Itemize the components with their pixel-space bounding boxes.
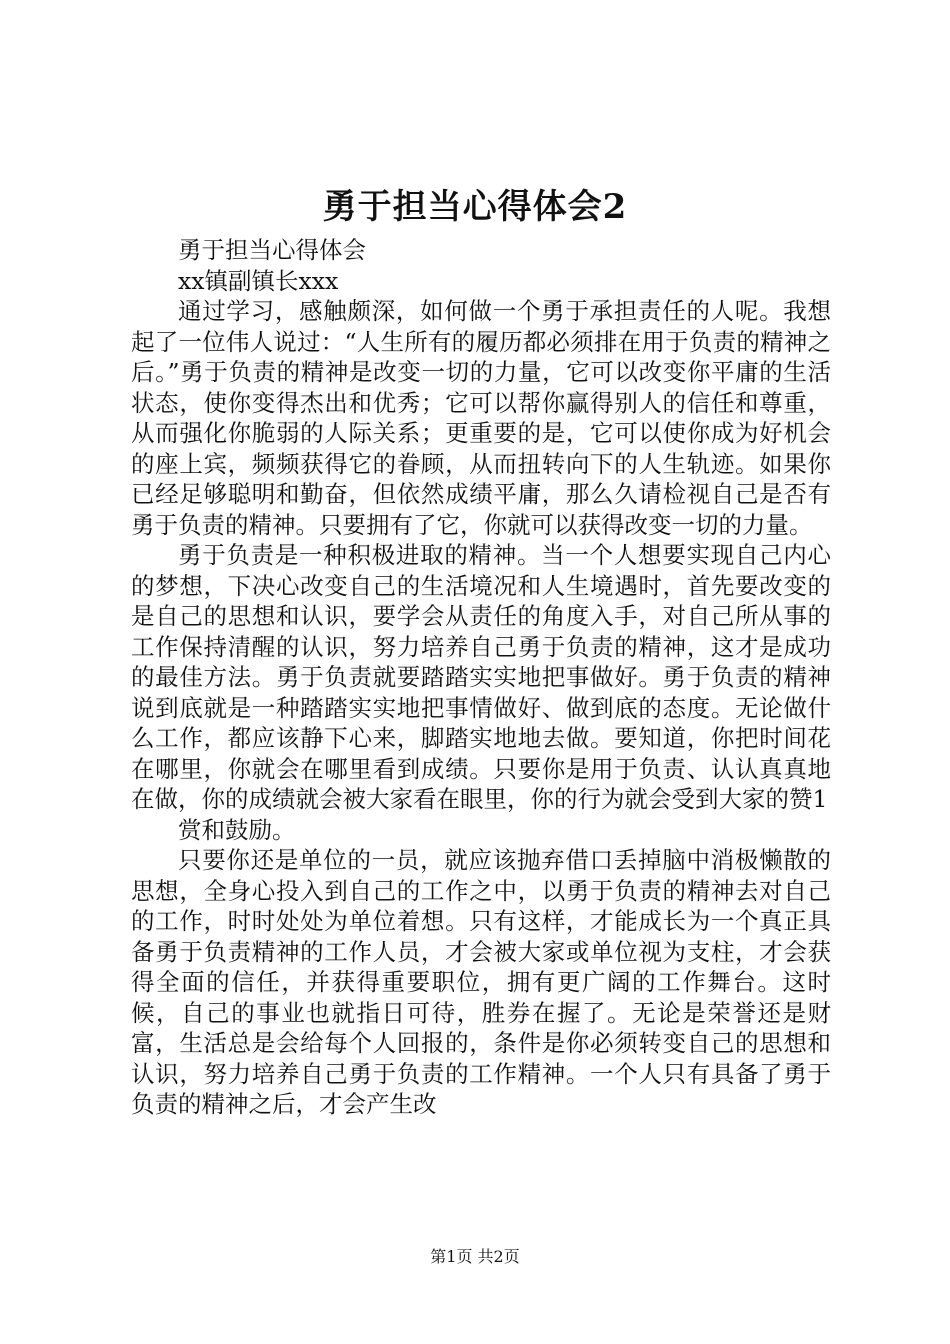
author-line: xx镇副镇长xxx — [178, 266, 339, 295]
body-paragraph-1: 通过学习，感触颇深，如何做一个勇于承担责任的人呢。我想起了一位伟人说过：“人生所有的履历都必须排在用于负责的精神之后。”勇于负责的精神是改变一切的力量，它可以改变你平庸的生活状态，使你变得杰出和优秀；它可以帮你赢得别人的信任和尊重，从而强化你脆弱的人际关系；更重要的是，它可以使你成为好机会的座上宾，频频获得它的眷顾，从而扭转向下的人生轨迹。如果你已经足够聪明和勤奋，但依然成绩平庸，那么久请检视自己是否有勇于负责的精神。只要拥有了它，你就可以获得改变一切的力量。 — [131, 297, 831, 539]
body-paragraph-3: 赏和鼓励。 — [178, 815, 296, 844]
body-paragraph-2: 勇于负责是一种积极进取的精神。当一个人想要实现自己内心的梦想，下决心改变自己的生活境况和人生境遇时，首先要改变的是自己的思想和认识，要学会从责任的角度入手，对自己所从事的工作保持清醒的认识，努力培养自己勇于负责的精神，这才是成功的最佳方法。勇于负责就要踏踏实实地把事做好。勇于负责的精神说到底就是一种踏踏实实地把事情做好、做到底的态度。无论做什么工作，都应该静下心来，脚踏实地地去做。要知道，你把时间花在哪里，你就会在哪里看到成绩。只要你是用于负责、认认真真地在做，你的成绩就会被大家看在眼里，你的行为就会受到大家的赞1 — [131, 541, 831, 813]
document-title: 勇于担当心得体会2 — [322, 187, 628, 227]
page-footer: 第1页 共2页 — [430, 1247, 520, 1266]
body-paragraph-4: 只要你还是单位的一员，就应该抛弃借口丢掉脑中消极懒散的思想，全身心投入到自己的工作之中，以勇于负责的精神去对自己的工作，时时处处为单位着想。只有这样，才能成长为一个真正具备勇于负责精神的工作人员，才会被大家或单位视为支柱，才会获得全面的信任，并获得重要职位，拥有更广阔的工作舞台。这时候，自己的事业也就指日可待，胜券在握了。无论是荣誉还是财富，生活总是会给每个人回报的，条件是你必须转变自己的思想和认识，努力培养自己勇于负责的工作精神。一个人只有具备了勇于负责的精神之后，才会产生改 — [131, 846, 831, 1118]
subtitle-paragraph: 勇于担当心得体会 — [178, 236, 366, 264]
document-body — [131, 235, 831, 1120]
